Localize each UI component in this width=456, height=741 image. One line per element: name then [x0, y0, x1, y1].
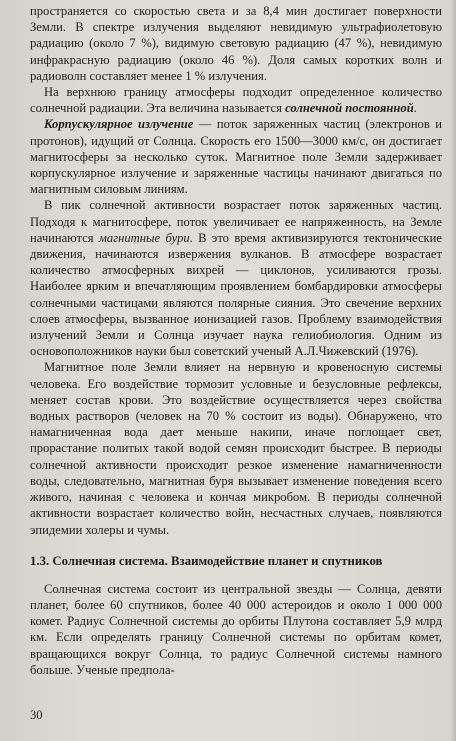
text-run: Магнитное поле Земли влияет на нервную и кровеносную системы человека. Его воздействие тормозит условные и безусловные рефлексы, меняет состав крови. Это воздействие осуществляется через свойства водных растворов (человек на 70 % состоит из воды). Обнаружено, что намагниченная вода дает меньше накипи, иначе поглощает свет, прорастание политых такой водой семян происходит быстрее. В периоды солнечной активности происходит резкое изменение намагниченности воды, следовательно, магнитная буря вызывает изменение поведения всего живого, начиная с человека и кончая микробом. В периоды солнечной активности возрастает количество войн, несчастных случаев, появляются эпидемии холеры и чумы. [30, 360, 442, 537]
bold-italic-term: Корпускулярное излучение [44, 117, 194, 132]
text-run: Солнечная система состоит из центральной звезды — Солнца, девяти планет, более 60 спутников, более 40 000 астероидов и около 1 000 000 комет. Радиус Солнечной системы до орбиты Плутона составляет 5,9 млрд км. Если определять границу Солнечной системы по орбитам комет, вращающихся вокруг Солнца, то радиус Солнечной системы намного больше. Ученые предпола- [30, 581, 442, 677]
text-run: В пик солнечной активности возрастает поток заряженных частиц. Подходя к магнитосфере, поток увеличивает ее напряженность, на Земле начинаются [30, 198, 442, 245]
italic-term: магнитные бури [98, 230, 190, 245]
text-run: На верхнюю границу атмосферы подходит определенное количество солнечной радиации. Эта величина называется [30, 85, 442, 116]
paragraphs-bottom [30, 581, 442, 678]
paragraphs-top [30, 3, 442, 538]
paragraph [30, 581, 442, 678]
text-run: . [413, 101, 417, 116]
body-text [30, 3, 442, 678]
paragraph [30, 3, 442, 84]
paragraph [30, 197, 442, 359]
section-heading: 1.3. Солнечная система. Взаимодействие планет и спутников [30, 553, 383, 568]
bold-italic-term: солнечной постоянной [285, 101, 414, 116]
paragraph [30, 359, 442, 537]
paragraph [30, 116, 442, 197]
text-run: — поток заряженных частиц (электронов и протонов), идущий от Солнца. Скорость его 1500—3000 км/с, он достигает магнитосферы за несколько суток. Магнитное поле Земли задерживает корпускулярное излучение и заряженные частицы начинают двигаться по магнитным силовым линиям. [30, 117, 442, 197]
page-number: 30 [30, 708, 43, 722]
paragraph [30, 84, 442, 116]
scan-edge-shadow [450, 0, 456, 741]
text-run: . В это время активизируются тектонические движения, начинаются извержения вулканов. В атмосфере возрастает количество атмосферных вихрей — циклонов, усиливаются грозы. Наиболее ярким и впечатляющим проявлением бомбардировки атмосферы солнечными частицами являются полярные сияния. Это свечение верхних слоев атмосферы, вызванное ионизацией газов. Проблему взаимодействия излучений Земли и Солнца изучает наука гелиобиология. Одним из основоположников науки был советский ученый А.Л.Чижевский (1976). [30, 230, 442, 359]
text-run: пространяется со скоростью света и за 8,4 мин достигает поверхности Земли. В спектре излучения выделяют невидимую ультрафиолетовую радиацию (около 7 %), видимую световую радиацию (47 %), невидимую инфракрасную радиацию (около 46 %). Доля самых коротких волн и радиоволн составляет менее 1 % излучения. [30, 4, 442, 83]
